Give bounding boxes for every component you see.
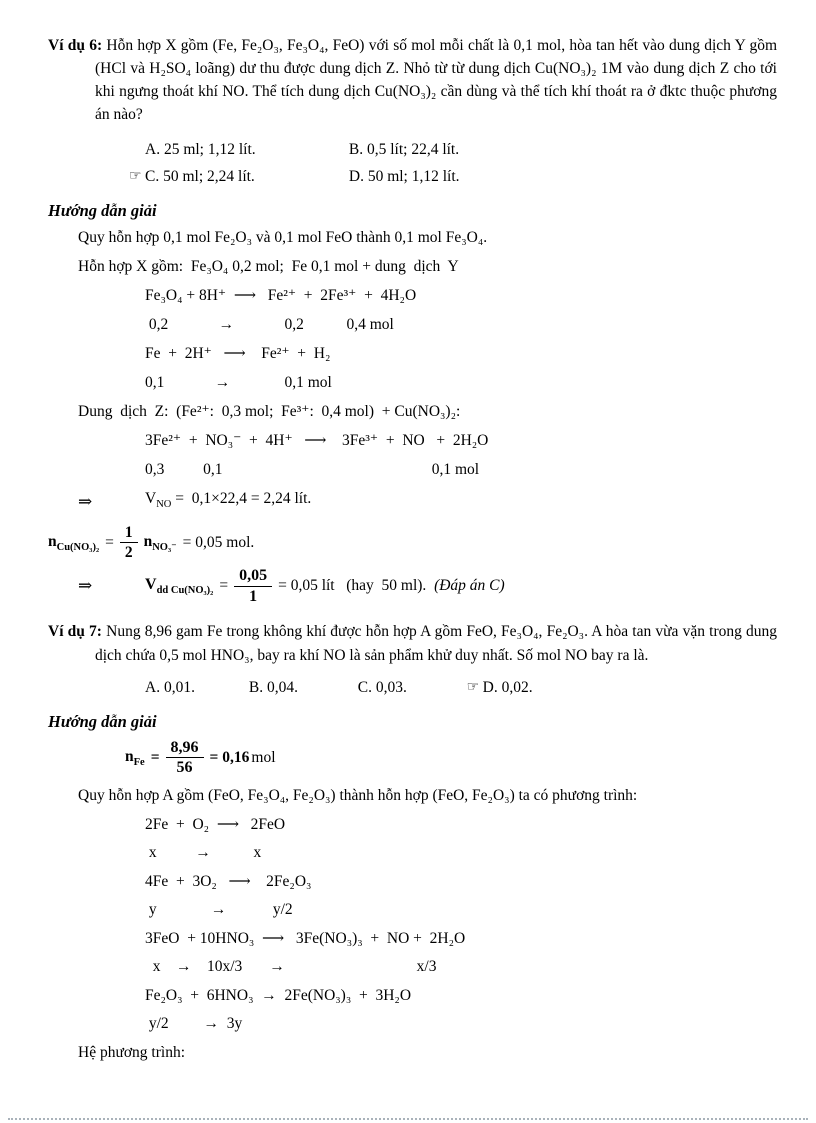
answer-option-label: B. 0,04.	[248, 678, 298, 696]
mol-line: y → y/2	[145, 901, 293, 919]
answer-note: (Đáp án C)	[434, 577, 505, 595]
formula-nfe-row	[125, 739, 777, 778]
fraction-denominator: 2	[124, 544, 133, 562]
fraction-numerator: 1	[120, 524, 138, 543]
answer-option-label: B. 0,5 lít; 22,4 lít.	[348, 141, 460, 158]
answer-option-d-marked	[466, 674, 533, 701]
example-7-paragraph	[48, 620, 778, 668]
solution-line: Quy hỗn hợp A gồm (FeO, Fe₃O₄, Fe₂O₃) thành hỗn hợp (FeO, Fe₂O₃) ta có phương trình:	[78, 787, 638, 805]
equation-line: 3Fe²⁺ + NO₃⁻ + 4H⁺ ⟶ 3Fe³⁺ + NO + 2H₂O	[145, 432, 489, 449]
formula-ncu-row	[48, 524, 777, 562]
answer-row	[145, 136, 777, 163]
solution-6	[48, 223, 777, 606]
solution-7	[48, 739, 777, 1068]
formula-nfe-lhs: $n_{Fe}$	[125, 747, 145, 768]
equation-line: 2Fe + O₂ ⟶ 2FeO	[145, 815, 286, 833]
formula-ncu-result: = 0,05 mol.	[182, 533, 255, 551]
answer-option-c-marked	[129, 163, 345, 190]
answer-option-a	[145, 136, 345, 163]
answer-option-d	[349, 163, 460, 190]
result-vdd-row	[48, 567, 777, 606]
formula-nfe-result: = 0,16	[209, 748, 250, 766]
solution-line: Hệ phương trình:	[78, 1043, 186, 1061]
formula-ncu-lhs: $n_{Cu(NO_3)_2}$	[48, 532, 100, 553]
answer-option-b	[349, 136, 459, 163]
formula-vno: $V_{NO} = 0,1\times 22,4 = 2,24$ lít.	[145, 490, 312, 510]
pointing-hand-icon: ☞	[129, 168, 142, 184]
guide-heading-example-7: Hướng dẫn giải	[48, 711, 157, 731]
formula-nfe-unit: mol	[251, 748, 276, 766]
answer-option-c	[358, 674, 463, 701]
answer-option-label: D. 0,02.	[482, 678, 533, 696]
formula-ncu-mid: $n_{NO_3^-}$	[143, 532, 177, 553]
mol-line: 0,1 → 0,1 mol	[145, 374, 332, 391]
implies-icon: ⇒	[78, 492, 93, 511]
solution-line: Dung dịch Z: (Fe²⁺: 0,3 mol; Fe³⁺: 0,4 mol) + Cu(NO₃)₂:	[78, 403, 461, 420]
example-6-answers	[129, 136, 777, 190]
answer-option-label: C. 50 ml; 2,24 lít.	[145, 168, 255, 185]
answer-option-label: D. 50 ml; 1,12 lít.	[348, 168, 460, 185]
mol-line: 0,3 0,1 0,1 mol	[145, 461, 480, 478]
fraction-numerator: 8,96	[166, 739, 204, 759]
answer-row	[129, 163, 777, 190]
mol-line: x → 10x/3 → x/3	[145, 958, 437, 976]
fraction	[234, 567, 272, 606]
answer-option-label: A. 25 ml; 1,12 lít.	[145, 141, 256, 158]
guide-heading-example-6: Hướng dẫn giải	[48, 201, 157, 220]
example-6-body: Hỗn hợp X gồm (Fe, Fe₂O₃, Fe₃O₄, FeO) với số mol mỗi chất là 0,1 mol, hòa tan hết vào dung dịch Y gồm (HCl và H₂SO₄ loãng) dư thu được dung dịch Z. Nhỏ từ từ dung dịch Cu(NO₃)₂ 1M vào dung dịch Z cho tới khi ngưng thoát khí NO. Thể tích dung dịch Cu(NO₃)₂ cần dùng và thể tích khí thoát ra ở đktc thuộc phương án nào?	[95, 37, 778, 123]
result-vno-row	[48, 484, 777, 519]
equals-sign: =	[105, 533, 114, 551]
equation-line: Fe₃O₄ + 8H⁺ ⟶ Fe²⁺ + 2Fe³⁺ + 4H₂O	[145, 287, 417, 304]
mol-line: y/2 → 3y	[145, 1015, 243, 1033]
fraction-denominator: 1	[249, 587, 258, 605]
example-7-body: Nung 8,96 gam Fe trong không khí được hỗn hợp A gồm FeO, Fe₃O₄, Fe₂O₃. A hòa tan vừa vặn trong dung dịch chứa 0,5 mol HNO₃, bay ra khí NO là sản phẩm khử duy nhất. Số mol NO bay ra là.	[95, 622, 778, 664]
equals-sign: =	[150, 748, 160, 766]
implies-icon: ⇒	[78, 576, 93, 596]
pointing-hand-icon: ☞	[466, 678, 480, 695]
fraction	[166, 739, 204, 778]
example-6-paragraph	[48, 34, 778, 126]
solution-line: Quy hỗn hợp 0,1 mol Fe₂O₃ và 0,1 mol FeO thành 0,1 mol Fe₃O₄.	[78, 229, 488, 246]
equation-line: Fe₂O₃ + 6HNO₃ → 2Fe(NO₃)₃ + 3H₂O	[145, 986, 412, 1004]
mol-line: x → x	[145, 844, 262, 862]
example-7-label: Ví dụ 7:	[48, 622, 102, 640]
equals-sign: =	[219, 577, 229, 595]
solution-line: Hỗn hợp X gồm: Fe₃O₄ 0,2 mol; Fe 0,1 mol + dung dịch Y	[78, 258, 459, 275]
answer-option-a	[145, 674, 245, 701]
dotted-divider	[8, 1118, 808, 1120]
example-6-label: Ví dụ 6:	[48, 37, 103, 54]
answer-option-label: C. 0,03.	[357, 678, 407, 696]
mol-line: 0,2 → 0,2 0,4 mol	[145, 316, 394, 333]
fraction	[120, 524, 138, 562]
equation-line: Fe + 2H⁺ ⟶ Fe²⁺ + H₂	[145, 345, 331, 362]
formula-vdd-lhs: $V_{dd Cu(NO_3)_2}$	[145, 576, 214, 597]
equation-line: 3FeO + 10HNO₃ ⟶ 3Fe(NO₃)₃ + NO + 2H₂O	[145, 929, 466, 947]
formula-vdd-result: = 0,05 lít (hay 50 ml).	[278, 577, 435, 595]
answer-option-b	[249, 674, 354, 701]
fraction-numerator: 0,05	[234, 567, 272, 587]
example-7-answers	[145, 674, 777, 701]
equation-line: 4Fe + 3O₂ ⟶ 2Fe₂O₃	[145, 872, 312, 890]
answer-option-label: A. 0,01.	[145, 678, 195, 696]
answer-row	[145, 674, 777, 701]
fraction-denominator: 56	[176, 759, 193, 777]
